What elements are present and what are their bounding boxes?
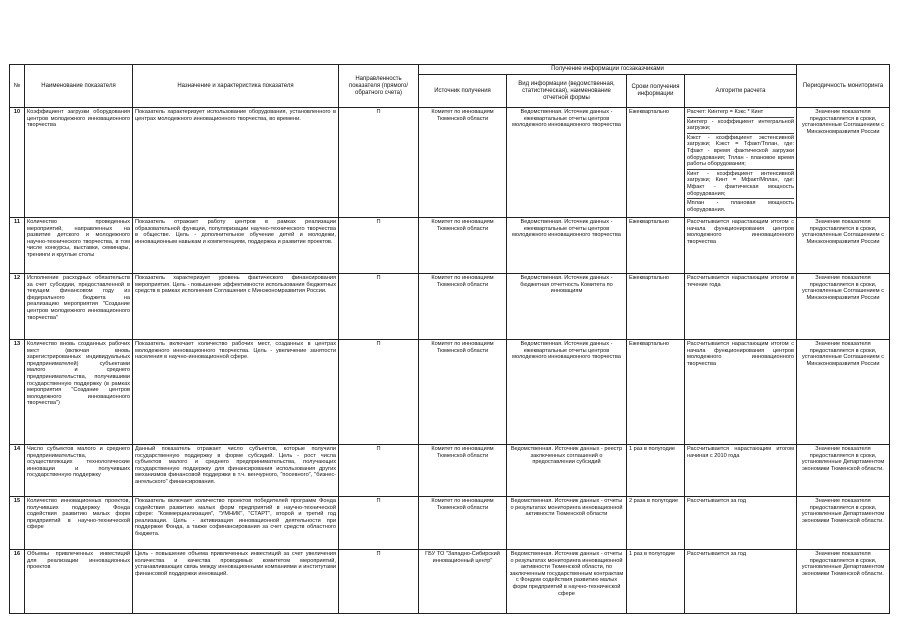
row-periodicity: Значение показателя предоставляется в сроки, установленные Департаментом экономики Тюменской области.	[797, 497, 890, 550]
algorithm-line: Рассчитывается нарастающим итогом с начала функционирования центров молодежного инновационного творчества	[687, 219, 794, 245]
row-source: Комитет по инновациям Тюменской области	[419, 274, 507, 340]
row-periodicity: Значение показателя предоставляется в сроки, установленные Департаментом экономики Тюменской области.	[797, 550, 890, 614]
row-terms: 1 раз в полугодие	[627, 445, 685, 497]
row-name: Количество вновь созданных рабочих мест (включая вновь зарегистрированных индивидуальных предпринимателей) субъектами малого и среднего предпринимательства, получившими государственную поддержку (в рамках мероприятия "Создание центров молодежного инновационного творчества")	[25, 340, 133, 445]
table-row	[10, 497, 890, 550]
algorithm-line: Кинт - коэффициент интенсивной загрузки; Кинт = Мфакт/Мплан, где: Мфакт - фактическая мощность оборудования;	[687, 171, 794, 199]
row-algorithm	[685, 108, 797, 218]
header-kind: Вид информации (ведомственная, статистическая), наименование отчетной формы	[507, 75, 627, 108]
row-kind: Ведомственная. Источник данных - отчеты о результатах мониторинга инновационной активности Тюменской области, по заключенным государственным контрактам с Фондом содействия развитию малых форм предприятий в научно-технической сфере	[507, 550, 627, 614]
row-num: 13	[10, 340, 25, 445]
algorithm-line: Рассчитывается нарастающим итогом начиная с 2010 года	[687, 446, 794, 459]
row-periodicity: Значение показателя предоставляется в сроки, установленные Соглашением с Минэкономразвития России	[797, 218, 890, 274]
row-name: Количество инновационных проектов, получивших поддержку Фонда содействия развитию малых форм предприятий в научно-технической сфере	[25, 497, 133, 550]
row-direction: П	[339, 550, 419, 614]
row-source: Комитет по инновациям Тюменской области	[419, 340, 507, 445]
row-direction: П	[339, 274, 419, 340]
row-purpose: Цель - повышение объема привлеченных инвестиций за счет увеличения количества и качества проводимых комитетом мероприятий, устанавливающих связь между инновационными компаниями и институтами финансовой поддержки инноваций.	[133, 550, 339, 614]
row-kind: Ведомственная. Источник данных - ежеквартальные отчеты центров молодежного инновационного творчества	[507, 218, 627, 274]
row-purpose: Показатель включает количество рабочих мест, созданных в центрах молодежного инновационного творчества. Цель - увеличение занятости населения в научно-инновационной сфере.	[133, 340, 339, 445]
row-algorithm	[685, 445, 797, 497]
table-row	[10, 550, 890, 614]
row-periodicity: Значение показателя предоставляется в сроки, установленные Соглашением с Минэкономразвития России	[797, 274, 890, 340]
row-terms: Ежеквартально	[627, 274, 685, 340]
row-purpose: Показатель характеризует уровень фактического финансирования мероприятия. Цель - повышение эффективности использования бюджетных средств в рамках исполнения Соглашения с Минэкономразвития России.	[133, 274, 339, 340]
header-terms: Сроки получения информации	[627, 75, 685, 108]
row-direction: П	[339, 218, 419, 274]
row-periodicity: Значение показателя предоставляется в сроки, установленные Департаментом экономики Тюменской области.	[797, 445, 890, 497]
table-row	[10, 108, 890, 218]
indicators-table	[9, 64, 890, 614]
row-kind: Ведомственная. Источник данных - реестр заключенных соглашений о предоставлении субсидий	[507, 445, 627, 497]
table-row	[10, 340, 890, 445]
row-direction: П	[339, 497, 419, 550]
header-name: Наименование показателя	[25, 65, 133, 108]
row-algorithm	[685, 274, 797, 340]
row-name: Число субъектов малого и среднего предпринимательства, осуществляющих технологические инновации и получивших государственную поддержку	[25, 445, 133, 497]
header-purpose: Назначение и характеристика показателя	[133, 65, 339, 108]
row-source: Комитет по инновациям Тюменской области	[419, 445, 507, 497]
row-terms: 1 раз в полугодие	[627, 550, 685, 614]
algorithm-line: Кэкст - коэффициент экстенсивной загрузки; Кэкст = Тфакт/Тплан, где: Тфакт - время фактической загрузки оборудования; Тплан - плановое время работы оборудования;	[687, 135, 794, 170]
algorithm-line: Расчет: Кинтегр = Кэкс * Кинт	[687, 109, 794, 118]
table-row	[10, 274, 890, 340]
algorithm-line: Рассчитывается за год	[687, 551, 747, 557]
row-source: Комитет по инновациям Тюменской области	[419, 497, 507, 550]
row-terms: Ежеквартально	[627, 340, 685, 445]
row-algorithm	[685, 218, 797, 274]
row-num: 10	[10, 108, 25, 218]
header-source: Источник получения	[419, 75, 507, 108]
row-kind: Ведомственная. Источник данных - ежеквартальные отчеты центров молодежного инновационного творчества	[507, 340, 627, 445]
row-name: Коэффициент загрузки оборудования центров молодежного инновационного творчества	[25, 108, 133, 218]
row-purpose: Показатель включает количество проектов победителей программ Фонда содействия развитию малых форм предприятий в научно-технической сфере: "Коммерциализация", "УМНИК", "СТАРТ", второй и третий год реализации. Цель - активизация инновационной деятельности при поддержке Фонда, а также софинансирования за счет средств областного бюджета.	[133, 497, 339, 550]
row-name: Исполнение расходных обязательств за счет субсидии, предоставленной в текущем финансовом году из федерального бюджета на реализацию мероприятия "Создание центров молодежного инновационного творчества"	[25, 274, 133, 340]
row-periodicity: Значение показателя предоставляется в сроки, установленные Соглашением с Минэкономразвития России	[797, 108, 890, 218]
row-direction: П	[339, 108, 419, 218]
row-terms: Ежеквартально	[627, 108, 685, 218]
row-algorithm	[685, 497, 797, 550]
algorithm-line: Рассчитывается нарастающим итогом в течение года	[687, 275, 794, 288]
header-info-group: Получение информации госзаказчиками	[419, 65, 797, 75]
row-direction: П	[339, 340, 419, 445]
row-name: Количество проведенных мероприятий, направленных на развитие детского и молодежного научно-технического творчества, в том числе конкурсы, выставки, семинары, тренинги и круглые столы	[25, 218, 133, 274]
row-source: ГБУ ТО "Западно-Сибирский инновационный центр"	[419, 550, 507, 614]
row-terms: Ежеквартально	[627, 218, 685, 274]
header-direction: Направленность показателя (прямого/обратного счета)	[339, 65, 419, 108]
header-periodicity: Периодичность мониторинга	[797, 65, 890, 108]
table-row	[10, 218, 890, 274]
row-kind: Ведомственная. Источник данных - отчеты о результатах мониторинга инновационной активности Тюменской области	[507, 497, 627, 550]
row-num: 11	[10, 218, 25, 274]
row-num: 15	[10, 497, 25, 550]
row-direction: П	[339, 445, 419, 497]
algorithm-line: Рассчитывается за год	[687, 498, 747, 504]
row-periodicity: Значение показателя предоставляется в сроки, установленные Соглашением с Минэкономразвития России	[797, 340, 890, 445]
row-algorithm	[685, 550, 797, 614]
row-kind: Ведомственная. Источник данных - бюджетная отчетность Комитета по инновациям	[507, 274, 627, 340]
row-kind: Ведомственная. Источник данных - ежеквартальные отчеты центров молодежного инновационного творчества	[507, 108, 627, 218]
row-algorithm	[685, 340, 797, 445]
header-num: №	[10, 65, 25, 108]
row-terms: 2 раза в полугодие	[627, 497, 685, 550]
row-purpose: Данный показатель отражает число субъектов, которые получили государственную поддержку в форме субсидий. Цель - рост числа субъектов малого и среднего предпринимательства, получающих государственную поддержку для финансирования использования других механизмов финансовой поддержки в т.ч. венчурного, "посевного", "бизнес-ангельского" финансирования.	[133, 445, 339, 497]
row-purpose: Показатель характеризует использование оборудования, установленного в центрах молодежного инновационного творчества, во времени.	[133, 108, 339, 218]
header-algorithm: Алгоритм расчета	[685, 75, 797, 108]
table-row	[10, 445, 890, 497]
algorithm-line: Мплан - плановая мощность оборудования.	[687, 200, 794, 213]
row-source: Комитет по инновациям Тюменской области	[419, 108, 507, 218]
row-purpose: Показатель отражает работу центров в рамках реализации образовательной функции, популяризации научно-технического творчества в обществе. Цель - дополнительное обучение детей и молодежи, инновационным навыкам и компетенциям, поддержка и развитие проектов.	[133, 218, 339, 274]
row-num: 12	[10, 274, 25, 340]
row-source: Комитет по инновациям Тюменской области	[419, 218, 507, 274]
algorithm-line: Кинтегр - коэффициент интегральной загрузки;	[687, 119, 794, 134]
row-num: 14	[10, 445, 25, 497]
row-num: 16	[10, 550, 25, 614]
algorithm-line: Рассчитывается нарастающим итогом с начала функционирования центров молодежного инновационного творчества	[687, 341, 794, 367]
row-name: Объемы привлеченных инвестиций для реализации инновационных проектов	[25, 550, 133, 614]
